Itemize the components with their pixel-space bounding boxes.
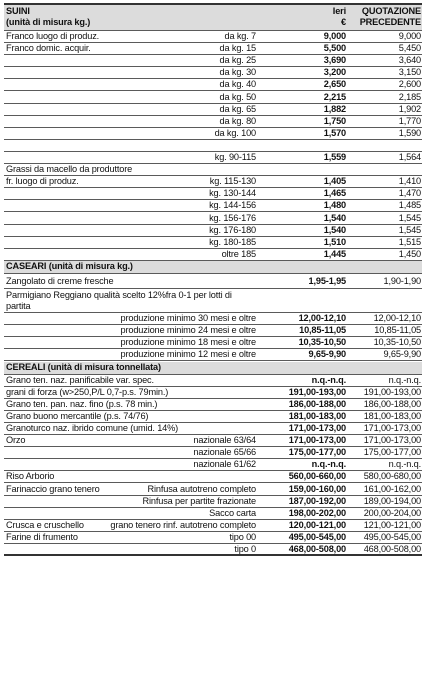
table-row (4, 411, 422, 423)
value-ieri: 171,00-173,00 (288, 423, 346, 433)
value-precedente: 2,185 (398, 91, 421, 102)
value-ieri: 2,215 (323, 91, 346, 102)
section-header-caseari (4, 261, 422, 274)
row-spec: oltre 185 (221, 248, 256, 259)
row-label: grani di forza (w>250,P/L 0,7-p.s. 79min.) (6, 386, 169, 397)
value-ieri: 159,00-160,00 (288, 483, 346, 494)
table-row (4, 435, 422, 447)
table-row (4, 176, 422, 188)
row-spec: kg. 90-115 (214, 152, 256, 162)
value-precedente: 580,00-680,00 (363, 471, 421, 482)
value-ieri: 198,00-202,00 (288, 507, 346, 518)
value-precedente: 161,00-162,00 (363, 483, 421, 494)
section-header-cereali (4, 362, 422, 375)
value-ieri: 2,650 (323, 79, 346, 90)
value-precedente: 171,00-173,00 (363, 423, 421, 433)
row-label: fr. luogo di produz. (6, 176, 79, 187)
row-label: Farinaccio grano tenero (6, 483, 100, 494)
row-spec: Sacco carta (209, 507, 256, 518)
value-precedente: 9,65-9,90 (383, 349, 421, 360)
value-ieri: 10,85-11,05 (299, 325, 346, 336)
table-row (4, 128, 422, 140)
row-spec: nazionale 65/66 (193, 447, 256, 458)
row-spec: produzione minimo 24 mesi e oltre (120, 325, 256, 336)
value-precedente: 12,00-12,10 (373, 313, 421, 324)
row-spec: Rinfusa per partite frazionate (142, 495, 256, 506)
row-spec: da kg. 30 (219, 67, 256, 78)
value-precedente: 186,00-188,00 (363, 398, 421, 409)
value-precedente: 181,00-183,00 (363, 410, 421, 421)
row-spec: kg. 130-144 (209, 188, 256, 199)
row-spec: nazionale 61/62 (193, 459, 256, 470)
value-precedente: 10,85-11,05 (374, 325, 421, 336)
value-precedente: 1,902 (398, 103, 421, 114)
table-row (4, 31, 422, 43)
row-label: Parmigiano Reggiano qualità scelto 12%fra 0-1 per lotti di (6, 290, 232, 301)
value-ieri: 1,480 (323, 200, 346, 211)
value-ieri: 187,00-192,00 (288, 495, 346, 506)
value-ieri: 181,00-183,00 (288, 410, 346, 421)
value-ieri: n.q.-n.q. (311, 374, 346, 385)
row-spec: kg. 156-176 (209, 212, 256, 223)
value-ieri: 468,00-508,00 (288, 544, 346, 554)
table-row (4, 325, 422, 337)
value-precedente: 1,545 (398, 224, 421, 235)
row-spec: kg. 115-130 (209, 176, 256, 187)
value-ieri: 1,445 (323, 248, 346, 259)
table-row (4, 213, 422, 225)
row-label: partita (6, 301, 31, 312)
row-spec: da kg. 50 (219, 91, 256, 102)
row-label: Zangolato di creme fresche (6, 276, 114, 286)
row-spec: Rinfusa autotreno completo (147, 483, 256, 494)
value-precedente: 1,770 (398, 115, 421, 126)
table-row (4, 188, 422, 200)
row-spec: produzione minimo 12 mesi e oltre (120, 349, 256, 360)
table-row (4, 43, 422, 55)
row-label: Franco luogo di produz. (6, 31, 100, 41)
table-row (4, 459, 422, 471)
row-spec: da kg. 25 (219, 55, 256, 66)
table-row (4, 532, 422, 544)
unit-label-suini: (unità di misura kg.) (6, 17, 91, 27)
table-row (4, 544, 422, 556)
row-label: Grano ten. pan. naz. fino (p.s. 78 min.) (6, 398, 158, 409)
value-ieri: 3,200 (323, 67, 346, 78)
value-ieri: 5,500 (323, 43, 346, 54)
value-precedente: 9,000 (398, 31, 421, 41)
value-precedente: 495,00-545,00 (363, 531, 421, 542)
table-row (4, 447, 422, 459)
value-precedente: 1,470 (398, 188, 421, 199)
row-label: Grano ten. naz. panificabile var. spec. (6, 374, 154, 385)
table-row (4, 79, 422, 91)
value-ieri: 9,65-9,90 (308, 349, 346, 360)
value-ieri: 560,00-660,00 (288, 471, 346, 482)
row-label: Crusca e cruschello (6, 519, 84, 530)
column-ieri-header: Ieri (332, 6, 346, 16)
value-precedente: 468,00-508,00 (363, 544, 421, 554)
value-ieri: 12,00-12,10 (298, 313, 346, 324)
value-ieri: 120,00-121,00 (288, 519, 346, 530)
value-precedente: n.q.-n.q. (388, 459, 421, 470)
table-row (4, 496, 422, 508)
row-spec: produzione minimo 30 mesi e oltre (120, 313, 256, 324)
row-label: Franco domic. acquir. (6, 43, 91, 54)
value-precedente: 1,564 (398, 152, 421, 162)
value-ieri: 495,00-545,00 (288, 531, 346, 542)
table-row (4, 225, 422, 237)
value-ieri: 1,95-1,95 (308, 276, 346, 286)
table-row (4, 55, 422, 67)
value-ieri: 1,882 (323, 103, 346, 114)
value-precedente: 189,00-194,00 (363, 495, 421, 506)
section-title-suini: SUINI (6, 6, 30, 16)
table-row (4, 67, 422, 79)
value-precedente: 191,00-193,00 (363, 386, 421, 397)
value-ieri: n.q.-n.q. (311, 459, 346, 470)
table-row (4, 484, 422, 496)
row-spec: produzione minimo 18 mesi e oltre (120, 337, 256, 348)
table-row (4, 508, 422, 520)
value-precedente: 2,600 (398, 79, 421, 90)
table-row (4, 471, 422, 483)
table-row (4, 375, 422, 387)
column-prec-header-1: QUOTAZIONE (361, 6, 421, 16)
column-prec-header-2: PRECEDENTE (359, 17, 421, 27)
row-label: Orzo (6, 435, 26, 446)
table-row (4, 200, 422, 212)
value-ieri: 1,750 (323, 115, 346, 126)
value-ieri: 171,00-173,00 (288, 435, 346, 446)
row-spec: kg. 176-180 (209, 224, 256, 235)
value-ieri: 9,000 (323, 31, 346, 41)
table-row (4, 520, 422, 532)
table-row (4, 423, 422, 435)
row-label: Grassi da macello da produttore (6, 164, 133, 175)
table-row (4, 92, 422, 104)
value-ieri: 1,559 (323, 152, 346, 162)
section-title-cereali: CEREALI (unità di misura tonnellata) (6, 361, 161, 372)
row-spec: da kg. 100 (214, 127, 256, 138)
value-precedente: 171,00-173,00 (363, 435, 421, 446)
table-row (4, 152, 422, 164)
value-precedente: 5,450 (398, 43, 421, 54)
row-spec: tipo 00 (229, 531, 256, 542)
row-label: Farine di frumento (6, 531, 78, 542)
row-spec: grano tenero rinf. autotreno completo (110, 519, 256, 530)
value-ieri: 191,00-193,00 (288, 386, 346, 397)
value-precedente: 175,00-177,00 (363, 447, 421, 458)
row-spec: da kg. 65 (219, 103, 256, 114)
value-ieri: 1,570 (323, 127, 346, 138)
row-spec: kg. 180-185 (209, 236, 256, 247)
section-title-caseari: CASEARI (unità di misura kg.) (6, 260, 133, 271)
table-row (4, 237, 422, 249)
value-ieri: 3,690 (323, 55, 346, 66)
value-ieri: 1,405 (323, 176, 346, 187)
row-label: Granoturco naz. ibrido comune (umid. 14%) (6, 423, 179, 433)
value-precedente: 1,450 (398, 248, 421, 259)
value-precedente: 1,485 (398, 200, 421, 211)
table-header (4, 5, 422, 31)
value-ieri: 1,510 (323, 236, 346, 247)
table-row (4, 337, 422, 349)
table-row (4, 164, 422, 176)
row-label: Riso Arborio (6, 471, 55, 482)
row-spec: da kg. 7 (224, 31, 256, 41)
value-precedente: n.q.-n.q. (388, 374, 421, 385)
value-ieri: 1,465 (323, 188, 346, 199)
row-label: Grano buono mercantile (p.s. 74/76) (6, 410, 149, 421)
table-row (4, 313, 422, 325)
row-spec: da kg. 80 (219, 115, 256, 126)
value-precedente: 1,590 (398, 127, 421, 138)
value-precedente: 1,515 (398, 236, 421, 247)
row-spec: tipo 0 (234, 544, 256, 554)
value-precedente: 3,640 (398, 55, 421, 66)
value-precedente: 10,35-10,50 (373, 337, 421, 348)
row-spec: kg. 144-156 (209, 200, 256, 211)
table-row (4, 116, 422, 128)
row-spec: da kg. 40 (219, 79, 256, 90)
table-row (4, 289, 422, 313)
table-row (4, 349, 422, 361)
value-precedente: 1,410 (398, 176, 421, 187)
value-precedente: 121,00-121,00 (363, 519, 421, 530)
value-ieri: 186,00-188,00 (288, 398, 346, 409)
row-spec: nazionale 63/64 (193, 435, 256, 446)
table-row (4, 387, 422, 399)
spacer-row (4, 140, 422, 152)
table-row (4, 274, 422, 289)
value-ieri: 10,35-10,50 (298, 337, 346, 348)
value-ieri: 175,00-177,00 (288, 447, 346, 458)
value-precedente: 3,150 (398, 67, 421, 78)
value-ieri: 1,540 (323, 212, 346, 223)
row-spec: da kg. 15 (219, 43, 256, 54)
column-ieri-unit: € (341, 17, 346, 27)
value-ieri: 1,540 (323, 224, 346, 235)
value-precedente: 1,545 (398, 212, 421, 223)
table-row (4, 104, 422, 116)
value-precedente: 200,00-204,00 (363, 507, 421, 518)
table-row (4, 399, 422, 411)
table-row (4, 249, 422, 261)
value-precedente: 1,90-1,90 (383, 276, 421, 286)
